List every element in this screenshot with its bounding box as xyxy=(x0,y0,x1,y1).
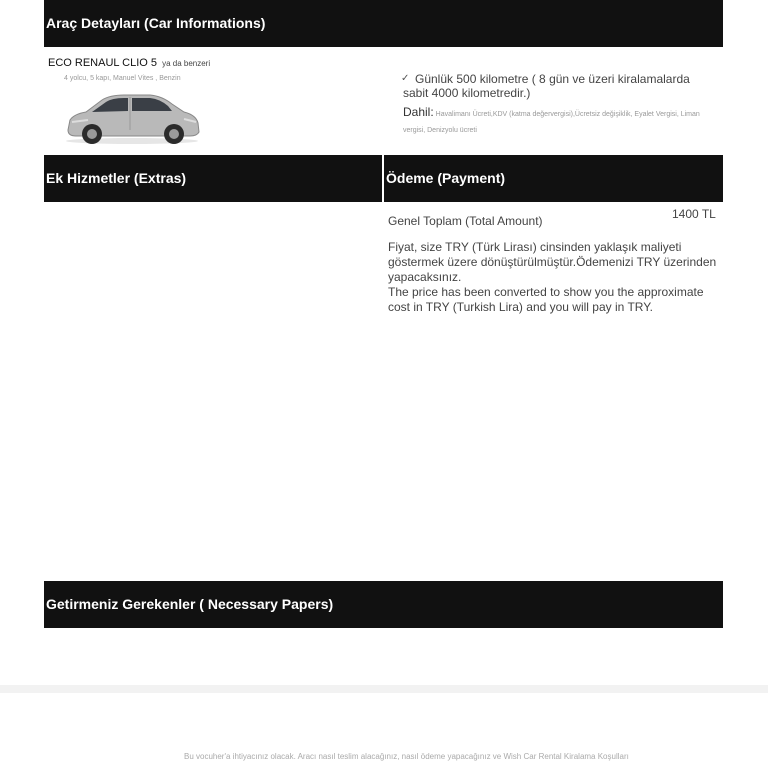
extras-title: Ek Hizmetler (Extras) xyxy=(46,170,187,186)
car-info-header xyxy=(44,0,723,47)
car-specs: 4 yolcu, 5 kapı, Manuel Vites , Benzin xyxy=(64,75,181,82)
included-info xyxy=(403,104,703,139)
price-note-tr: Fiyat, size TRY (Türk Lirası) cinsinden yaklaşık maliyeti göstermek üzere dönüştürülmüştür.Ödemenizi TRY üzerinden yapacaksınız. xyxy=(388,240,717,284)
mileage-info xyxy=(403,72,713,100)
car-info-title: Araç Detayları (Car Informations) xyxy=(46,15,266,31)
check-icon: ✓ xyxy=(401,73,410,84)
extras-header xyxy=(44,155,382,202)
necessary-papers-title: Getirmeniz Gerekenler ( Necessary Papers) xyxy=(46,596,334,612)
included-label: Dahil: xyxy=(403,105,434,119)
footer-divider xyxy=(0,685,768,693)
car-model-suffix: ya da benzeri xyxy=(162,59,211,68)
car-model: ECO RENAUL CLIO 5 xyxy=(48,57,158,69)
included-items: Havalimanı Ücreti,KDV (katma değervergisi),Ücretsiz değişiklik, Eyalet Vergisi, Liman vergisi, Denizyolu ücreti xyxy=(403,111,700,134)
price-note-en: The price has been converted to show you the approximate cost in TRY (Turkish Lira) and you will pay in TRY. xyxy=(388,285,704,314)
payment-header xyxy=(384,155,723,202)
mileage-line-1: Günlük 500 kilometre ( 8 gün ve üzeri kiralamalarda xyxy=(415,72,690,86)
price-note xyxy=(388,240,718,315)
car-image xyxy=(62,86,202,146)
total-amount-label: Genel Toplam (Total Amount) xyxy=(388,214,543,228)
car-name xyxy=(48,57,210,69)
mileage-line-2: sabit 4000 kilometredir.) xyxy=(403,86,531,100)
necessary-papers-header xyxy=(44,581,723,628)
total-amount-value: 1400 TL xyxy=(672,207,716,221)
footer-note: Bu vocuher'a ihtiyacınız olacak. Aracı nasıl teslim alacağınız, nasıl ödeme yapacağınız ve Wish Car Rental Kiralama Koşulları xyxy=(184,752,629,761)
payment-title: Ödeme (Payment) xyxy=(386,170,506,186)
